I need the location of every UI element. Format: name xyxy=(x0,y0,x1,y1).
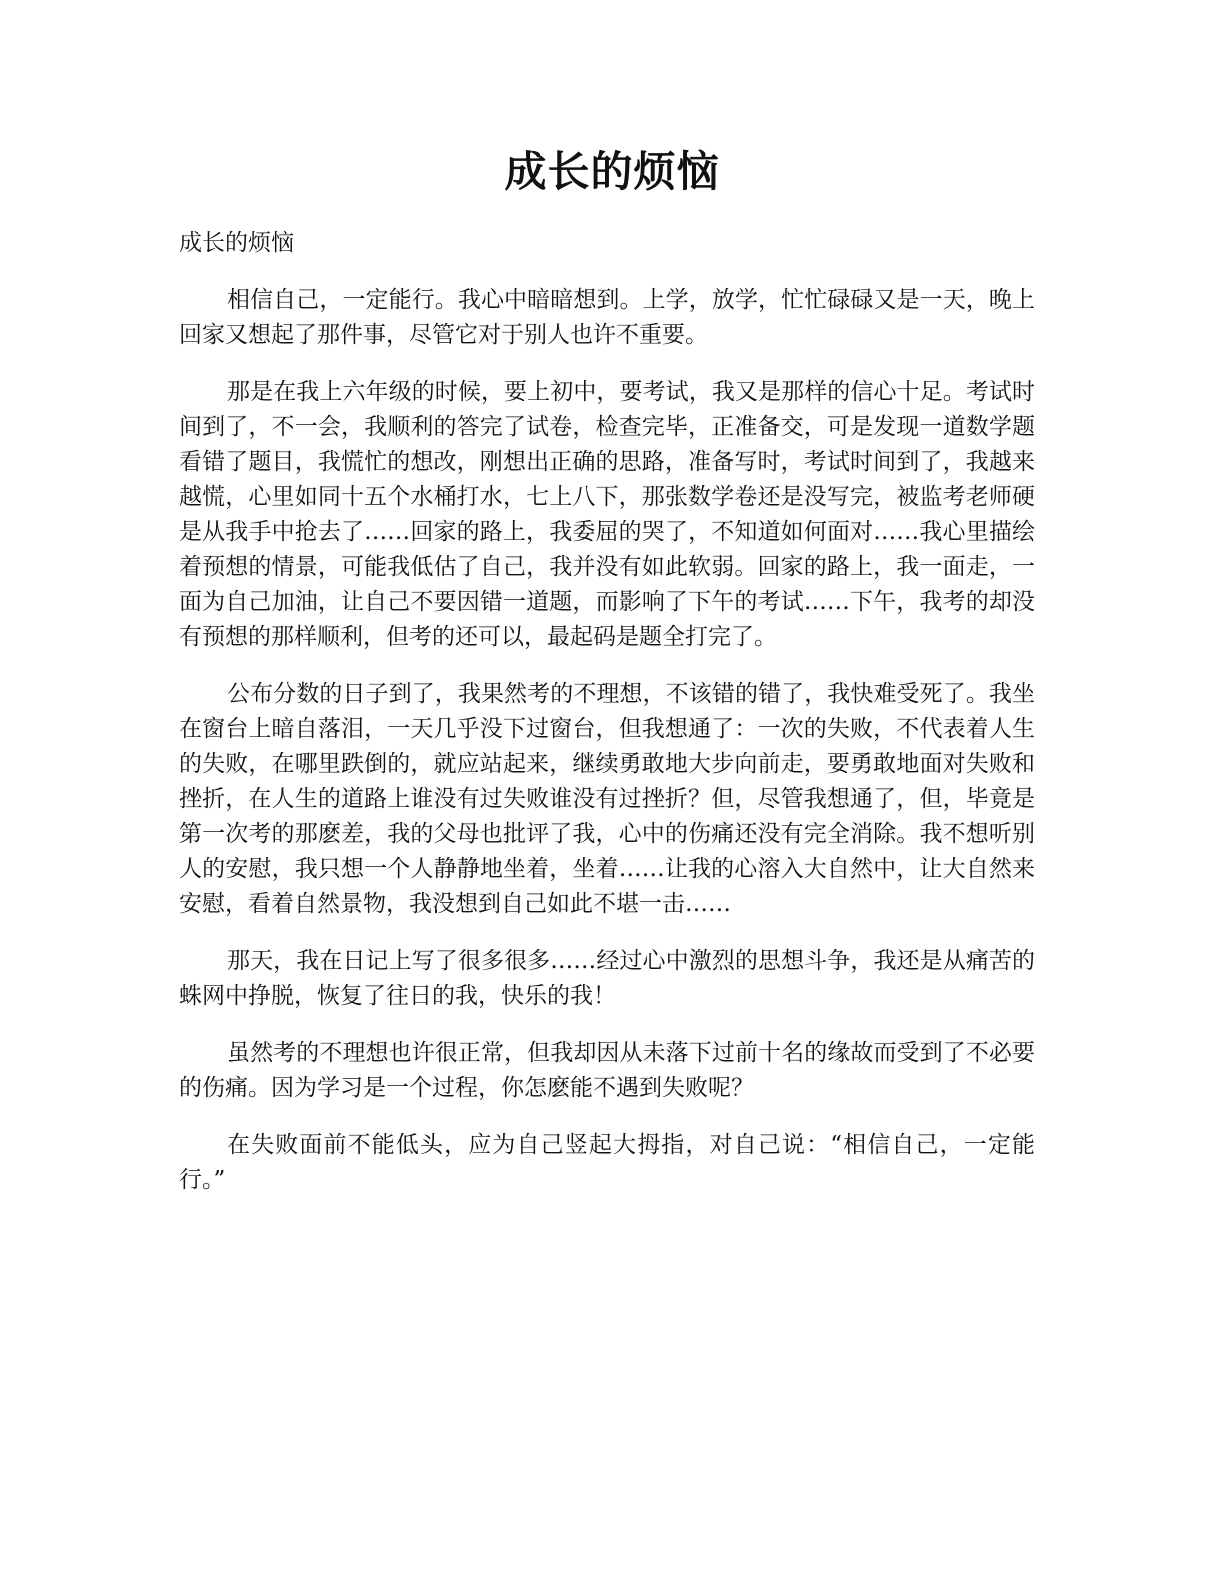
paragraph-3: 公布分数的日子到了，我果然考的不理想，不该错的错了，我快难受死了。我坐在窗台上暗自落泪，一天几乎没下过窗台，但我想通了：一次的失败，不代表着人生的失败，在哪里跌倒的，就应站起来，继续勇敢地大步向前走，要勇敢地面对失败和挫折，在人生的道路上谁没有过失败谁没有过挫折？但，尽管我想通了，但，毕竟是第一次考的那麽差，我的父母也批评了我，心中的伤痛还没有完全消除。我不想听别人的安慰，我只想一个人静静地坐着，坐着……让我的心溶入大自然中，让大自然来安慰，看着自然景物，我没想到自己如此不堪一击…… xyxy=(179,681,1035,917)
document-body xyxy=(179,226,1035,1220)
paragraph-4: 那天，我在日记上写了很多很多……经过心中激烈的思想斗争，我还是从痛苦的蛛网中挣脱，恢复了往日的我，快乐的我！ xyxy=(179,948,1035,1009)
document-title: 成长的烦恼 xyxy=(504,147,720,196)
paragraph-1: 相信自己，一定能行。我心中暗暗想到。上学，放学，忙忙碌碌又是一天，晚上回家又想起了那件事，尽管它对于别人也许不重要。 xyxy=(179,287,1035,348)
paragraph-2: 那是在我上六年级的时候，要上初中，要考试，我又是那样的信心十足。考试时间到了，不一会，我顺利的答完了试卷，检查完毕，正准备交，可是发现一道数学题看错了题目，我慌忙的想改，刚想出正确的思路，准备写时，考试时间到了，我越来越慌，心里如同十五个水桶打水，七上八下，那张数学卷还是没写完，被监考老师硬是从我手中抢去了……回家的路上，我委屈的哭了，不知道如何面对……我心里描绘着预想的情景，可能我低估了自己，我并没有如此软弱。回家的路上，我一面走，一面为自己加油，让自己不要因错一道题，而影响了下午的考试……下午，我考的却没有预想的那样顺利，但考的还可以，最起码是题全打完了。 xyxy=(179,379,1035,650)
paragraph-6: 在失败面前不能低头，应为自己竖起大拇指，对自己说：“相信自己，一定能行。” xyxy=(179,1132,1035,1193)
document-subtitle: 成长的烦恼 xyxy=(179,230,294,256)
paragraph-5: 虽然考的不理想也许很正常，但我却因从未落下过前十名的缘故而受到了不必要的伤痛。因为学习是一个过程，你怎麽能不遇到失败呢？ xyxy=(179,1040,1035,1101)
